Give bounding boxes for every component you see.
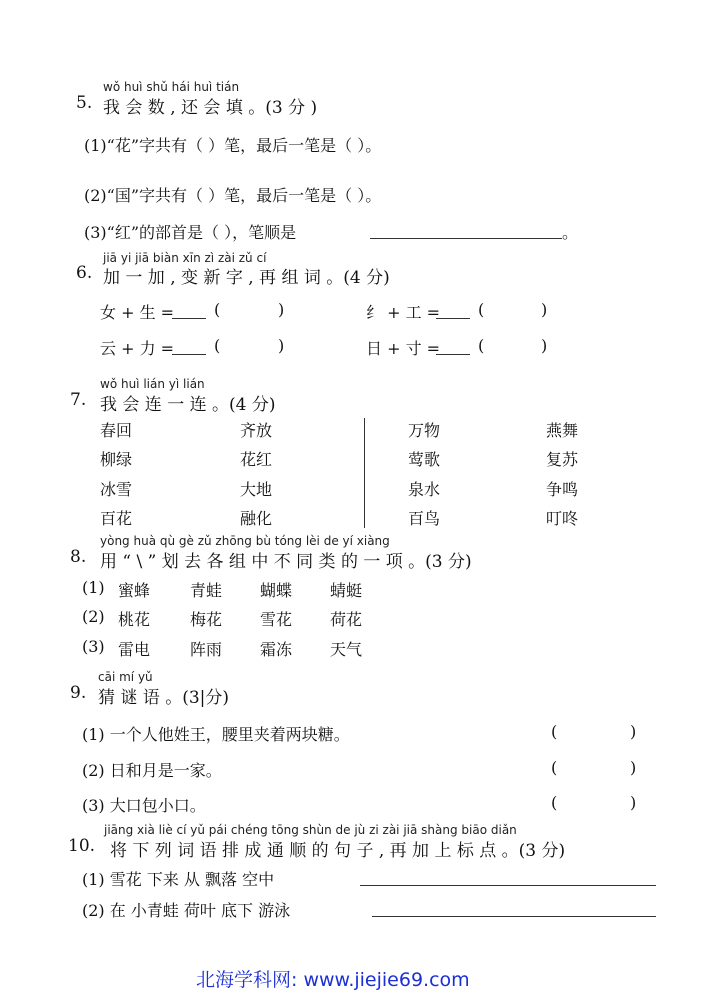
q7-divider <box>364 418 365 528</box>
q9-title: 猜 谜 语 。(3|分) <box>98 688 230 708</box>
q8-title: 用 “ \ ” 划 去 各 组 中 不 同 类 的 一 项 。(3 分) <box>100 552 472 572</box>
q5-item-1: (1)“花”字共有（ ）笔，最后一笔是（ ）。 <box>84 136 382 155</box>
q6-left-2-paren-close: ) <box>278 336 285 355</box>
q6-right-2-paren-close: ) <box>541 336 548 355</box>
q8-pinyin: yòng huà qù gè zǔ zhōng bù tóng lèi de yí xiàng <box>100 534 390 548</box>
q9-item-1-paren-close: ) <box>630 722 637 741</box>
q8-row-3-num: (3) <box>82 637 105 656</box>
q9-number: 9. <box>70 683 87 703</box>
q7-col4-4[interactable]: 叮咚 <box>546 509 579 528</box>
q7-number: 7. <box>70 390 87 410</box>
q8-row-1-num: (1) <box>82 578 105 597</box>
q5-title: 我 会 数 , 还 会 填 。(3 分 ) <box>103 98 318 118</box>
q8-row-3-word-4[interactable]: 天气 <box>330 640 363 659</box>
q8-row-2-word-4[interactable]: 荷花 <box>330 610 363 629</box>
footer-site: 北海学科网: www.jiejie69.com <box>196 969 470 991</box>
q8-row-1-word-2[interactable]: 青蛙 <box>190 581 223 600</box>
q7-col4-2[interactable]: 复苏 <box>546 450 579 469</box>
q7-col1-4[interactable]: 百花 <box>100 509 133 528</box>
q7-col3-2[interactable]: 莺歌 <box>408 450 441 469</box>
q10-item-2: (2) 在 小青蛙 荷叶 底下 游泳 <box>82 901 291 920</box>
q7-col1-3[interactable]: 冰雪 <box>100 480 133 499</box>
q9-item-2-paren-open: ( <box>551 758 558 777</box>
q6-left-2-paren-open: ( <box>214 336 221 355</box>
q7-col1-1[interactable]: 春回 <box>100 421 133 440</box>
q7-title: 我 会 连 一 连 。(4 分) <box>100 395 276 415</box>
q9-item-2: (2) 日和月是一家。 <box>82 761 222 780</box>
q5-number: 5. <box>76 93 93 113</box>
q6-right-2-paren-open: ( <box>478 336 485 355</box>
q10-item-1-answer-line[interactable] <box>360 885 656 886</box>
q6-right-1-paren-close: ) <box>541 300 548 319</box>
q8-row-3-word-3[interactable]: 霜冻 <box>260 640 293 659</box>
q9-item-3-paren-close: ) <box>630 793 637 812</box>
q6-left-1-paren-open: ( <box>214 300 221 319</box>
q8-row-1-word-4[interactable]: 蜻蜓 <box>330 581 363 600</box>
q7-col1-2[interactable]: 柳绿 <box>100 450 133 469</box>
q6-right-1-paren-open: ( <box>478 300 485 319</box>
q10-item-1: (1) 雪花 下来 从 飘落 空中 <box>82 870 275 889</box>
q9-item-1-paren-open: ( <box>551 722 558 741</box>
q8-row-2-word-3[interactable]: 雪花 <box>260 610 293 629</box>
q6-left-1-paren-close: ) <box>278 300 285 319</box>
q6-right-2: 日 + 寸 = <box>366 339 441 358</box>
q8-row-2-word-1[interactable]: 桃花 <box>118 610 151 629</box>
q8-row-1-word-1[interactable]: 蜜蜂 <box>118 581 151 600</box>
q9-item-1: (1) 一个人他姓王，腰里夹着两块糖。 <box>82 725 350 744</box>
q10-number: 10. <box>68 836 96 856</box>
q6-number: 6. <box>76 263 93 283</box>
q8-row-3-word-2[interactable]: 阵雨 <box>190 640 223 659</box>
q9-pinyin: cāi mí yǔ <box>98 670 153 684</box>
q8-number: 8. <box>70 547 87 567</box>
q6-right-1-blank[interactable] <box>436 318 470 319</box>
q7-col2-4[interactable]: 融化 <box>240 509 273 528</box>
q7-pinyin: wǒ huì lián yì lián <box>100 377 205 391</box>
q7-col4-1[interactable]: 燕舞 <box>546 421 579 440</box>
q9-item-3: (3) 大口包小口。 <box>82 796 206 815</box>
q7-col2-2[interactable]: 花红 <box>240 450 273 469</box>
q9-item-3-paren-open: ( <box>551 793 558 812</box>
q7-col3-1[interactable]: 万物 <box>408 421 441 440</box>
q5-answer-line[interactable] <box>370 238 562 239</box>
q10-pinyin: jiāng xià liè cí yǔ pái chéng tōng shùn de jù zi zài jiā shàng biāo diǎn <box>104 823 517 837</box>
q6-right-2-blank[interactable] <box>436 354 470 355</box>
q6-left-2-blank[interactable] <box>172 354 206 355</box>
q8-row-2-num: (2) <box>82 607 105 626</box>
q7-col2-3[interactable]: 大地 <box>240 480 273 499</box>
q6-left-2: 云 + 力 = <box>100 339 175 358</box>
q5-item-3-tail: 。 <box>562 223 579 242</box>
q6-right-1: 纟 + 工 = <box>366 303 441 322</box>
q9-item-2-paren-close: ) <box>630 758 637 777</box>
q8-row-1-word-3[interactable]: 蝴蝶 <box>260 581 293 600</box>
q6-left-1: 女 + 生 = <box>100 303 175 322</box>
q8-row-2-word-2[interactable]: 梅花 <box>190 610 223 629</box>
q5-item-3: (3)“红”的部首是（ ），笔顺是 <box>84 223 297 242</box>
q6-pinyin: jiā yi jiā biàn xīn zì zài zǔ cí <box>103 251 267 265</box>
q8-row-3-word-1[interactable]: 雷电 <box>118 640 151 659</box>
q7-col3-3[interactable]: 泉水 <box>408 480 441 499</box>
q7-col4-3[interactable]: 争鸣 <box>546 480 579 499</box>
q5-item-2: (2)“国”字共有（ ）笔，最后一笔是（ ）。 <box>84 186 382 205</box>
q6-left-1-blank[interactable] <box>172 318 206 319</box>
q10-item-2-answer-line[interactable] <box>372 916 656 917</box>
q10-title: 将 下 列 词 语 排 成 通 顺 的 句 子 , 再 加 上 标 点 。(3 分) <box>110 841 566 861</box>
q5-pinyin: wǒ huì shǔ hái huì tián <box>103 80 240 94</box>
q7-col3-4[interactable]: 百鸟 <box>408 509 441 528</box>
q6-title: 加 一 加 , 变 新 字 , 再 组 词 。(4 分) <box>103 268 390 288</box>
q7-col2-1[interactable]: 齐放 <box>240 421 273 440</box>
